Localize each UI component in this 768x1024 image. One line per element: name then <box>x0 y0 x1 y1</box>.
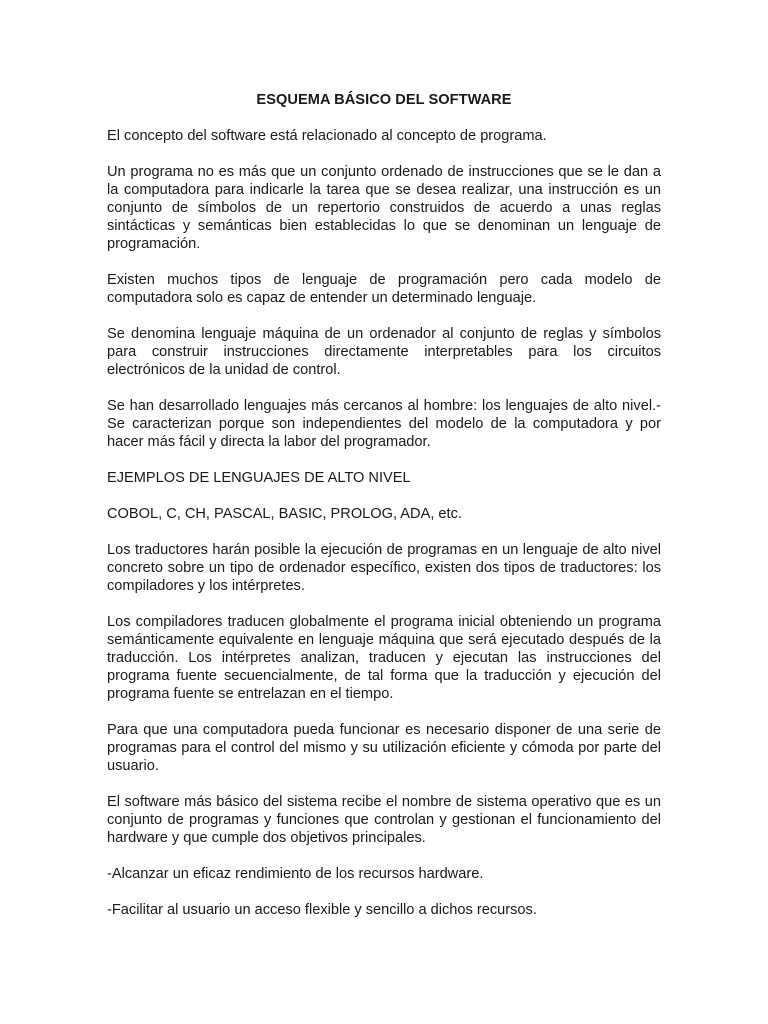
list-item: -Facilitar al usuario un acceso flexible y sencillo a dichos recursos. <box>107 902 537 918</box>
paragraph: Existen muchos tipos de lenguaje de programación pero cada modelo de computadora solo es capaz de entender un determinado lenguaje. <box>107 272 661 306</box>
paragraph: Los traductores harán posible la ejecución de programas en un lenguaje de alto nivel concreto sobre un tipo de ordenador específico, existen dos tipos de traductores: los compiladores y los intérpretes. <box>107 542 661 594</box>
paragraph: El software más básico del sistema recibe el nombre de sistema operativo que es un conjunto de programas y funciones que controlan y gestionan el funcionamiento del hardware y que cumple dos objetivos principales. <box>107 794 661 846</box>
paragraph: Los compiladores traducen globalmente el programa inicial obteniendo un programa semánticamente equivalente en lenguaje máquina que será ejecutado después de la traducción. Los intérpretes analizan, traducen y ejecutan las instrucciones del programa fuente secuencialmente, de tal forma que la traducción y ejecución del programa fuente se entrelazan en el tiempo. <box>107 614 661 702</box>
document-page <box>107 91 661 937</box>
document-title: ESQUEMA BÁSICO DEL SOFTWARE <box>256 92 512 108</box>
paragraph: Un programa no es más que un conjunto ordenado de instrucciones que se le dan a la computadora para indicarle la tarea que se desea realizar, una instrucción es un conjunto de símbolos de un repertorio construidos de acuerdo a unas reglas sintácticas y semánticas bien establecidas lo que se denominan un lenguaje de programación. <box>107 164 661 252</box>
paragraph: COBOL, C, CH, PASCAL, BASIC, PROLOG, ADA, etc. <box>107 506 462 522</box>
section-heading: EJEMPLOS DE LENGUAJES DE ALTO NIVEL <box>107 470 411 486</box>
paragraph: Se denomina lenguaje máquina de un ordenador al conjunto de reglas y símbolos para construir instrucciones directamente interpretables para los circuitos electrónicos de la unidad de control. <box>107 326 661 378</box>
paragraph: Para que una computadora pueda funcionar es necesario disponer de una serie de programas para el control del mismo y su utilización eficiente y cómoda por parte del usuario. <box>107 722 661 774</box>
paragraph: El concepto del software está relacionado al concepto de programa. <box>107 128 547 144</box>
list-item: -Alcanzar un eficaz rendimiento de los recursos hardware. <box>107 866 484 882</box>
paragraph: Se han desarrollado lenguajes más cercanos al hombre: los lenguajes de alto nivel.- Se caracterizan porque son independientes del modelo de la computadora y por hacer más fácil y directa la labor del programador. <box>107 398 661 450</box>
